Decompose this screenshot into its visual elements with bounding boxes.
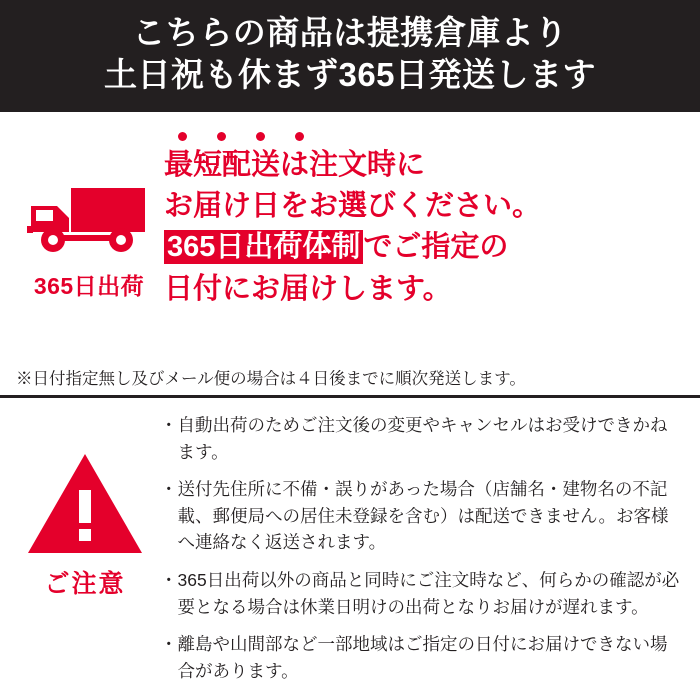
- decorative-dots: [164, 132, 690, 141]
- list-item: [160, 476, 684, 556]
- dot-icon: [178, 132, 187, 141]
- dot-icon: [217, 132, 226, 141]
- delivery-text-block: [164, 128, 690, 310]
- header-banner: [0, 0, 700, 112]
- delivery-body: [0, 122, 700, 355]
- caution-section: [0, 398, 700, 697]
- delivery-truck-icon: [27, 180, 151, 258]
- delivery-headline-3: [164, 227, 690, 268]
- bullet-icon: ・: [160, 634, 178, 655]
- caution-list: [160, 410, 688, 697]
- caution-label: ご注意: [44, 570, 126, 598]
- list-item: [160, 567, 684, 620]
- caution-icon-column: [10, 410, 160, 697]
- list-item: [160, 631, 684, 684]
- delivery-section: [0, 112, 700, 398]
- delivery-headline-4: 日付にお届けします。: [164, 272, 452, 305]
- list-item-text: 365日出荷以外の商品と同時にご注文時など、何らかの確認が必要となる場合は休業日明けの出荷となりお届けが遅れます。: [177, 569, 680, 617]
- highlight-365-shipping: 365日出荷体制: [164, 230, 363, 264]
- delivery-headline-1: 最短配送は注文時に: [164, 149, 426, 181]
- dot-icon: [295, 132, 304, 141]
- bullet-icon: ・: [160, 415, 178, 435]
- list-item-text: 離島や山間部など一部地域はご指定の日付にお届けできない場合があります。: [177, 634, 668, 681]
- delivery-headline-2: お届け日をお選びください。: [164, 190, 542, 223]
- delivery-note: ※日付指定無し及びメール便の場合は４日後までに順次発送します。: [16, 370, 526, 388]
- bullet-icon: ・: [160, 479, 178, 500]
- dot-icon: [256, 132, 265, 141]
- header-line-2: 土日祝も休まず365日発送します: [103, 56, 597, 93]
- header-line-1: こちらの商品は提携倉庫より: [132, 13, 568, 51]
- warning-triangle-icon: [26, 452, 144, 556]
- truck-column: [14, 128, 164, 301]
- list-item: [160, 412, 684, 465]
- delivery-headline-3-rest: でご指定の: [363, 231, 509, 264]
- list-item-text: 送付先住所に不備・誤りがあった場合（店舗名・建物名の不記載、郵便局への居住未登録を含む）は配送できません。お客様へ連絡なく返送されます。: [177, 479, 669, 553]
- list-item-text: 自動出荷のためご注文後の変更やキャンセルはお受けできかねます。: [177, 415, 668, 462]
- truck-label: 365日出荷: [33, 273, 145, 299]
- bullet-icon: ・: [160, 569, 178, 590]
